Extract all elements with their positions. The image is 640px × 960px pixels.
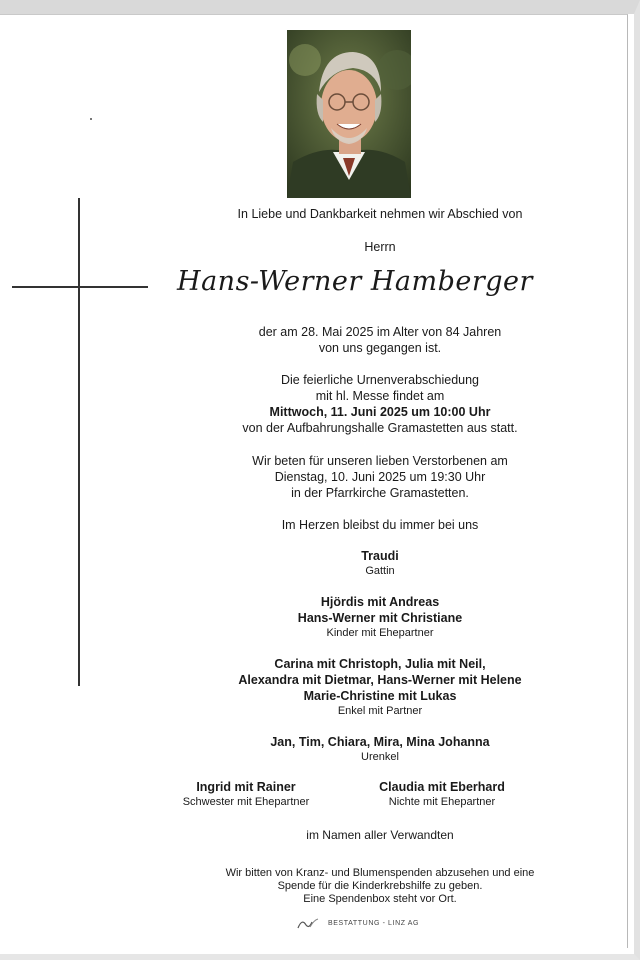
scan-speck <box>90 118 92 120</box>
request-line-3: Eine Spendenbox steht vor Ort. <box>303 893 457 905</box>
intro-text: In Liebe und Dankbarkeit nehmen wir Abschied von <box>237 207 523 221</box>
great-grandchildren-role: Urenkel <box>361 751 399 763</box>
ceremony-line-1: Die feierliche Urnenverabschiedung <box>280 373 480 387</box>
spouse-role: Gattin <box>365 565 395 577</box>
cross-vertical <box>78 198 80 686</box>
spouse-name: Traudi <box>361 549 399 563</box>
funeral-home-logo-text: BESTATTUNG - LINZ AG <box>328 919 420 927</box>
relatives-line: im Namen aller Verwandten <box>306 828 454 842</box>
grandchildren-role: Enkel mit Partner <box>337 705 423 717</box>
prayer-line-1: Wir beten für unseren lieben Verstorbenen am <box>252 454 508 468</box>
children-names-2: Hans-Werner mit Christiane <box>297 611 463 625</box>
ceremony-line-2: mit hl. Messe findet am <box>315 389 445 403</box>
death-line-2: von uns gegangen ist. <box>318 341 442 355</box>
grandchildren-names-3: Marie-Christine mit Lukas <box>303 689 457 703</box>
grandchildren-names-1: Carina mit Christoph, Julia mit Neil, <box>274 657 486 671</box>
prayer-line-2: Dienstag, 10. Juni 2025 um 19:30 Uhr <box>274 470 486 484</box>
prayer-line-3: in der Pfarrkirche Gramastetten. <box>291 486 469 500</box>
deceased-name: Hans-Werner Hamberger <box>177 266 533 297</box>
niece-role: Nichte mit Ehepartner <box>388 796 496 808</box>
request-line-2: Spende für die Kinderkrebshilfe zu geben. <box>277 880 483 892</box>
grandchildren-names-2: Alexandra mit Dietmar, Hans-Werner mit Helene <box>238 673 522 687</box>
motto: Im Herzen bleibst du immer bei uns <box>281 518 479 532</box>
children-role: Kinder mit Ehepartner <box>326 627 434 639</box>
ceremony-line-4: von der Aufbahrungshalle Gramastetten aus statt. <box>242 421 518 435</box>
funeral-home-logo-icon <box>296 916 320 930</box>
children-names-1: Hjördis mit Andreas <box>320 595 440 609</box>
death-line-1: der am 28. Mai 2025 im Alter von 84 Jahren <box>258 325 502 339</box>
sister-names: Ingrid mit Rainer <box>196 780 296 794</box>
portrait-photo <box>287 30 411 198</box>
niece-names: Claudia mit Eberhard <box>379 780 505 794</box>
salutation: Herrn <box>364 240 396 254</box>
request-line-1: Wir bitten von Kranz- und Blumenspenden abzusehen und eine <box>225 867 535 879</box>
cross-horizontal <box>12 286 148 288</box>
ceremony-date: Mittwoch, 11. Juni 2025 um 10:00 Uhr <box>269 405 491 419</box>
great-grandchildren-names: Jan, Tim, Chiara, Mira, Mina Johanna <box>270 735 490 749</box>
sister-role: Schwester mit Ehepartner <box>182 796 310 808</box>
funeral-home-logo <box>296 916 419 930</box>
